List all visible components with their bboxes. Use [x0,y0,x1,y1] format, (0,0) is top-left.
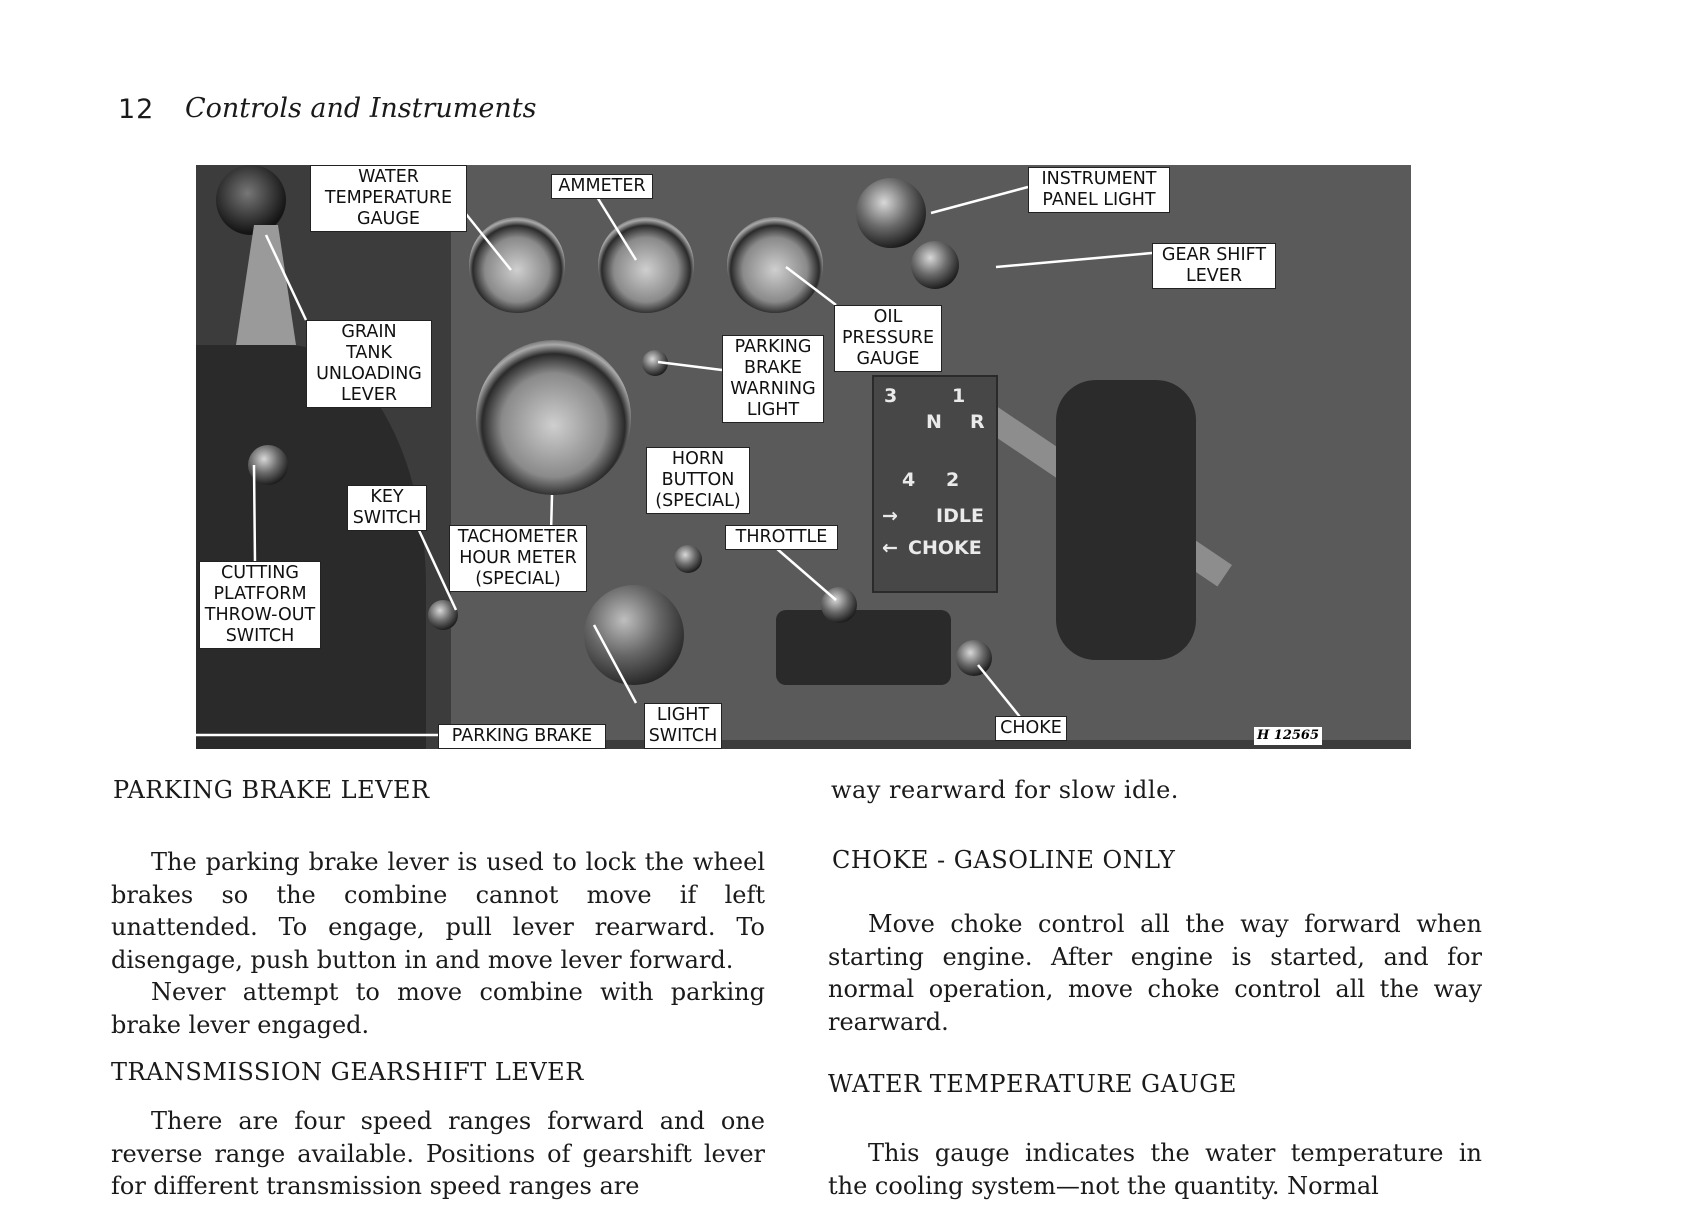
figure-id: H 12565 [1254,727,1322,745]
running-title: Controls and Instruments [185,93,537,124]
parking-brake-paragraph-1-text: The parking brake lever is used to lock the wheel brakes so the combine cannot move if left unattended. To engage, pull lever rearward. To disengage, push button in and move lever forward. [111,848,765,974]
idle-arrow: → [882,505,898,527]
gear-r-label: R [970,411,985,433]
parking-brake-paragraph-1 [111,846,765,976]
idle-label: IDLE [936,505,984,527]
parking-brake-warning-light-label: PARKING BRAKE WARNING LIGHT [722,335,824,423]
gear-shift-lever-label: GEAR SHIFT LEVER [1152,243,1276,289]
parking-brake-label: PARKING BRAKE [438,724,606,749]
ammeter-label: AMMETER [551,174,653,199]
tachometer-hour-meter-label: TACHOMETER HOUR METER (SPECIAL) [449,525,587,592]
controls-photo [196,165,1411,749]
instrument-panel-light-label: INSTRUMENT PANEL LIGHT [1028,167,1170,213]
light-switch-label: LIGHT SWITCH [644,703,722,749]
gearshift-paragraph-1-text: There are four speed ranges forward and one reverse range available. Positions of gearshift lever for different transmission speed ranges are [111,1107,765,1200]
transmission-gearshift-lever-heading: TRANSMISSION GEARSHIFT LEVER [111,1058,584,1086]
choke-paragraph-1 [828,908,1482,1038]
parking-brake-lever-heading: PARKING BRAKE LEVER [113,776,430,804]
water-temp-paragraph-1-text: This gauge indicates the water temperature in the cooling system—not the quantity. Normal [828,1139,1482,1200]
page-number: 12 [118,94,155,125]
gear-4-label: 4 [902,469,916,491]
water-temp-paragraph-1 [828,1137,1482,1202]
gear-3-label: 3 [884,385,898,407]
choke-label: CHOKE [995,716,1067,741]
gear-2-label: 2 [946,469,960,491]
gear-n-label: N [926,411,942,433]
key-switch-label: KEY SWITCH [347,485,427,531]
choke-arrow: ← [882,537,898,559]
grain-tank-unloading-lever-label: GRAIN TANK UNLOADING LEVER [306,320,432,408]
choke-plate-label: CHOKE [908,537,982,559]
oil-pressure-gauge-label: OIL PRESSURE GAUGE [834,305,942,372]
choke-paragraph-1-text: Move choke control all the way forward when starting engine. After engine is started, and for normal operation, move choke control all the way rearward. [828,910,1482,1036]
parking-brake-paragraph-2 [111,976,765,1041]
horn-button-label: HORN BUTTON (SPECIAL) [646,447,750,514]
gear-1-label: 1 [952,385,966,407]
water-temperature-gauge-label: WATER TEMPERATURE GAUGE [310,165,467,232]
throttle-continuation: way rearward for slow idle. [831,776,1179,804]
throttle-label: THROTTLE [725,525,838,550]
cutting-platform-throw-out-switch-label: CUTTING PLATFORM THROW-OUT SWITCH [199,561,321,649]
water-temperature-gauge-heading: WATER TEMPERATURE GAUGE [828,1070,1237,1098]
choke-gasoline-only-heading: CHOKE - GASOLINE ONLY [832,846,1176,874]
gearshift-paragraph-1 [111,1105,765,1203]
parking-brake-paragraph-2-text: Never attempt to move combine with parking brake lever engaged. [111,978,765,1039]
